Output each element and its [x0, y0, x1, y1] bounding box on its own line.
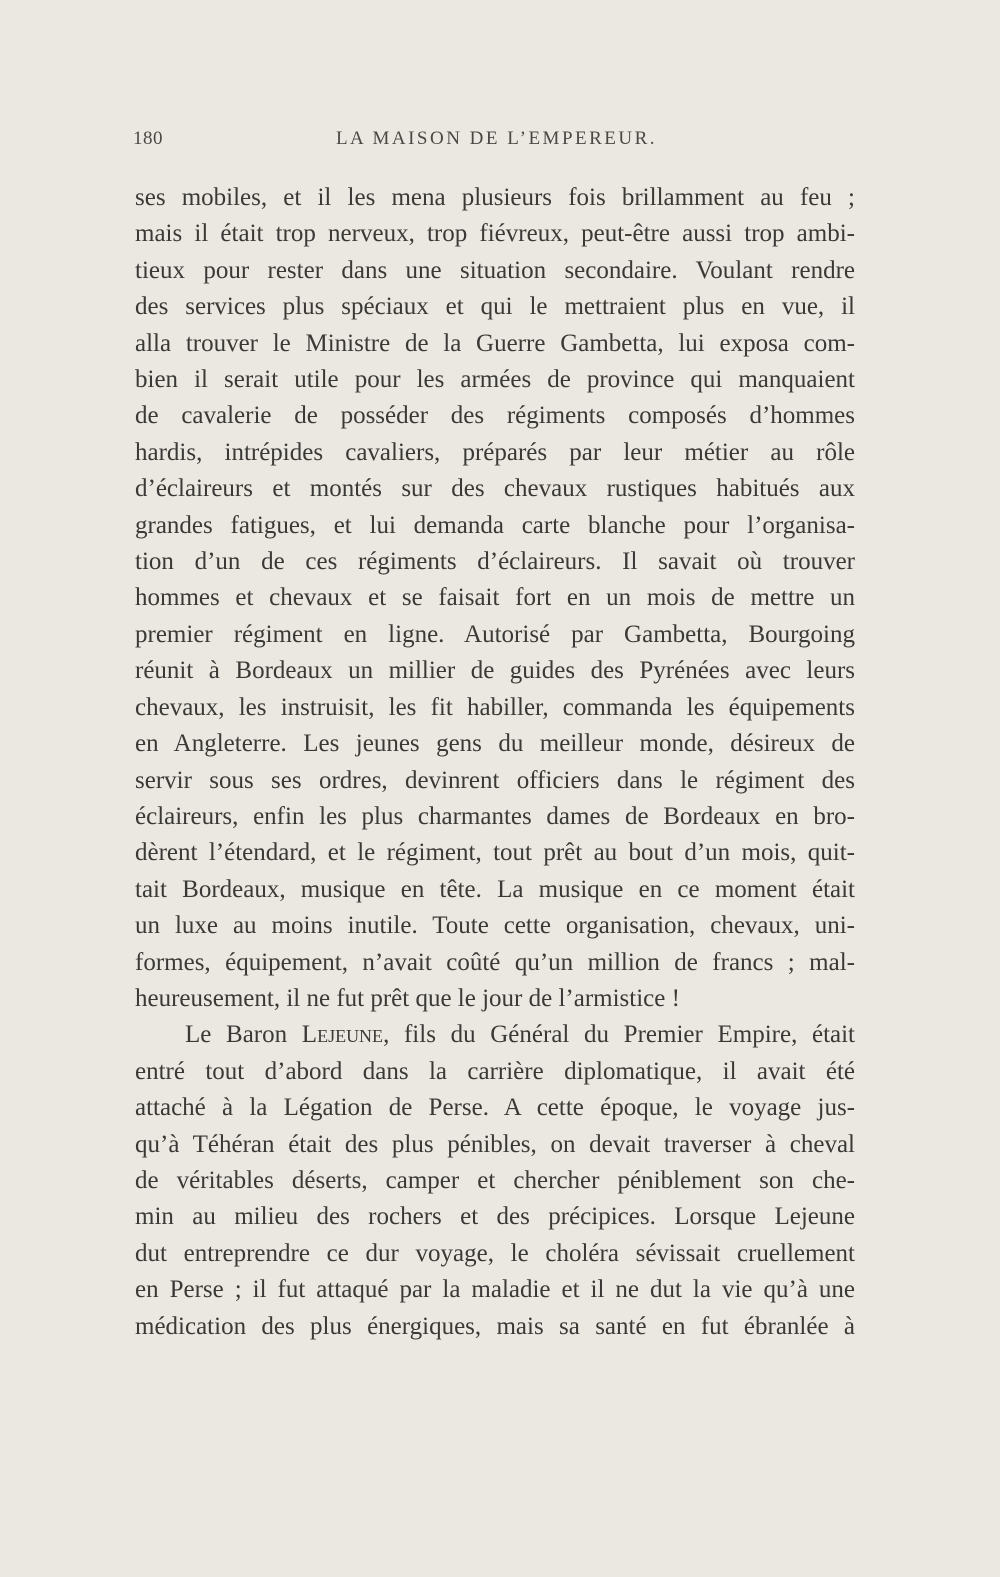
text-line: heureusement, il ne fut prêt que le jour de l’armistice !: [135, 984, 680, 1012]
text-line: chevaux, les instruisit, les fit habiller, commanda les équipements: [135, 693, 855, 721]
text-line: tion d’un de ces régiments d’éclaireurs. Il savait où trouver: [135, 548, 855, 576]
text-line: min au milieu des rochers et des précipices. Lorsque Lejeune: [135, 1203, 855, 1231]
body-text: [135, 180, 855, 1345]
text-line: d’éclaireurs et montés sur des chevaux rustiques habitués aux: [135, 475, 855, 503]
text-line: grandes fatigues, et lui demanda carte blanche pour l’organisa-: [135, 511, 855, 539]
text-run: , fils du Général du Premier Empire, était: [383, 1021, 856, 1049]
text-line: entré tout d’abord dans la carrière diplomatique, il avait été: [135, 1057, 855, 1085]
text-line: alla trouver le Ministre de la Guerre Gambetta, lui exposa com-: [135, 329, 855, 357]
text-line: un luxe au moins inutile. Toute cette organisation, chevaux, uni-: [135, 912, 855, 940]
running-title: LA MAISON DE L’EMPEREUR.: [335, 128, 658, 149]
text-line: de cavalerie de posséder des régiments composés d’hommes: [135, 402, 855, 430]
text-line: bien il serait utile pour les armées de province qui manquaient: [135, 366, 855, 394]
text-line: hommes et chevaux et se faisait fort en un mois de mettre un: [135, 584, 855, 612]
paragraph-2: [135, 1017, 855, 1345]
text-line: formes, équipement, n’avait coûté qu’un million de francs ; mal-: [135, 948, 855, 976]
text-line: dèrent l’étendard, et le régiment, tout prêt au bout d’un mois, quit-: [135, 839, 855, 867]
paragraph-1: [135, 180, 855, 1017]
text-line: attaché à la Légation de Perse. A cette époque, le voyage jus-: [135, 1094, 855, 1122]
text-line: servir sous ses ordres, devinrent officiers dans le régiment des: [135, 766, 855, 794]
page-number: 180: [133, 128, 163, 149]
text-line: des services plus spéciaux et qui le mettraient plus en vue, il: [135, 293, 855, 321]
text-line: éclaireurs, enfin les plus charmantes dames de Bordeaux en bro-: [135, 802, 855, 830]
text-line: [135, 1017, 855, 1053]
text-line: de véritables déserts, camper et chercher péniblement son che-: [135, 1166, 855, 1194]
text-line: tait Bordeaux, musique en tête. La musique en ce moment était: [135, 875, 855, 903]
text-line: qu’à Téhéran était des plus pénibles, on devait traverser à cheval: [135, 1130, 855, 1158]
text-line: dut entreprendre ce dur voyage, le choléra sévissait cruellement: [135, 1239, 855, 1267]
text-line: médication des plus énergiques, mais sa santé en fut ébranlée à: [135, 1312, 855, 1340]
text-line: en Angleterre. Les jeunes gens du meilleur monde, désireux de: [135, 730, 855, 758]
text-line: hardis, intrépides cavaliers, préparés par leur métier au rôle: [135, 438, 855, 466]
page-header: [133, 128, 860, 158]
text-line: mais il était trop nerveux, trop fiévreux, peut-être aussi trop ambi-: [135, 220, 855, 248]
text-line: tieux pour rester dans une situation secondaire. Voulant rendre: [135, 256, 855, 284]
person-name: Lejeune: [301, 1021, 384, 1049]
text-line: réunit à Bordeaux un millier de guides des Pyrénées avec leurs: [135, 657, 855, 685]
text-line: ses mobiles, et il les mena plusieurs fois brillamment au feu ;: [135, 184, 855, 211]
text-run: Le Baron: [185, 1021, 302, 1049]
text-line: en Perse ; il fut attaqué par la maladie et il ne dut la vie qu’à une: [135, 1276, 855, 1304]
text-line: premier régiment en ligne. Autorisé par Gambetta, Bourgoing: [135, 620, 855, 648]
